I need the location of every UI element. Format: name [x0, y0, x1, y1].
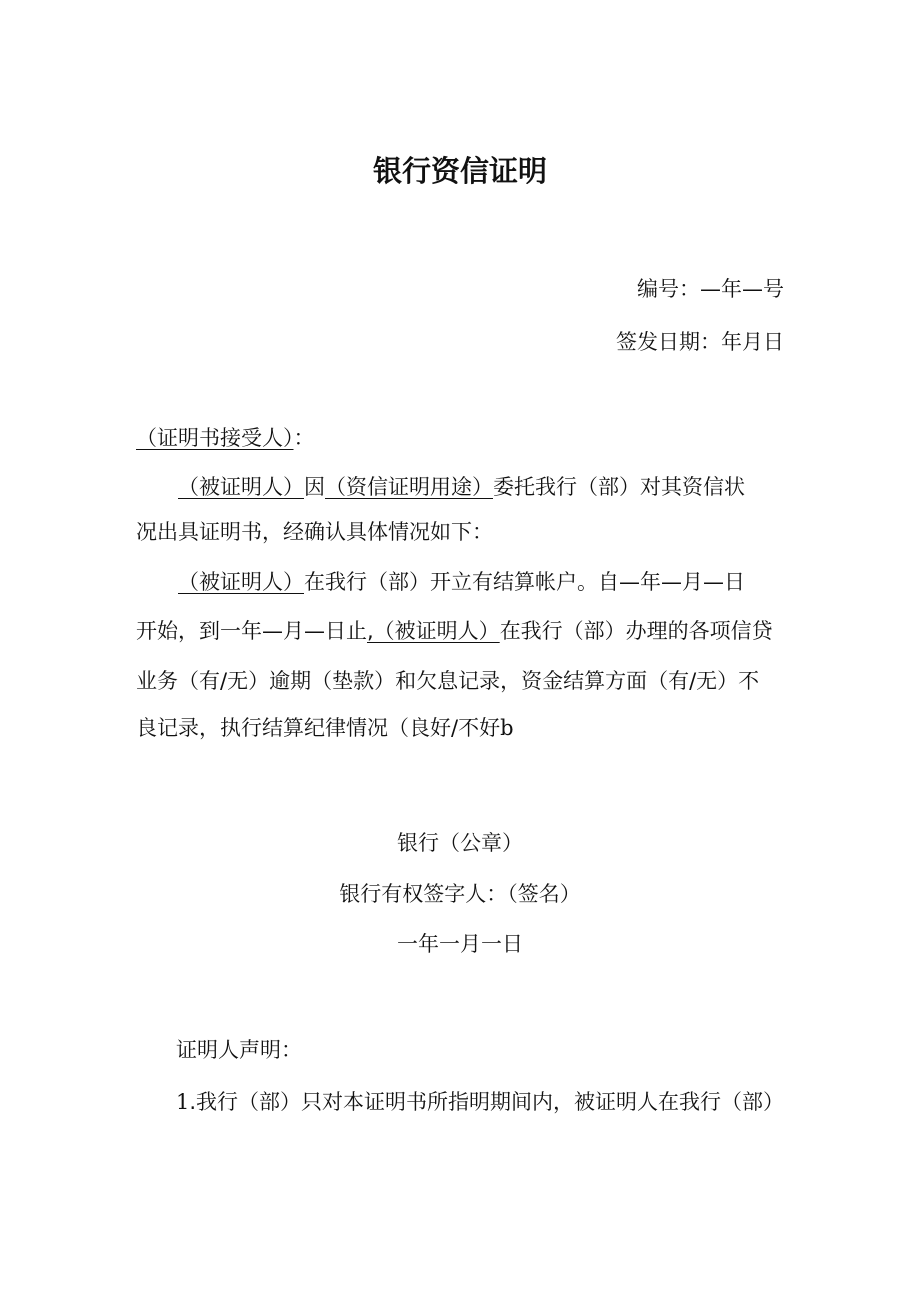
declaration-item-number: 1: [176, 1090, 190, 1114]
recipient-line: [136, 424, 315, 452]
para1-line1: [178, 473, 745, 501]
bank-seal: 银行（公章）: [397, 831, 523, 855]
para1-line2: 况出具证明书，经确认具体情况如下：: [136, 520, 493, 544]
para2-line1: [178, 568, 745, 596]
recipient-placeholder: （证明书接受人）: [136, 426, 294, 450]
certified-party-placeholder: （被证明人）: [178, 570, 304, 594]
para1-line1-mid: 因: [304, 475, 325, 499]
para2-line2-prefix: 开始，到一年—月—日止: [136, 619, 367, 643]
para2-line4-text: 良记录，执行结算纪律情况（良好/不好: [136, 716, 501, 740]
document-title: 银行资信证明: [372, 154, 547, 188]
para2-line2: [136, 617, 773, 645]
signature-date: 一年一月一日: [397, 932, 523, 956]
issue-date: 签发日期：年月日: [616, 330, 784, 354]
declaration-heading: 证明人声明：: [176, 1038, 302, 1062]
para2-line4: [136, 714, 514, 742]
document-number: 编号：—年—号: [637, 277, 784, 301]
para2-line1-rest: 在我行（部）开立有结算帐户。自—年—月—日: [304, 570, 745, 594]
para1-line1-rest: 委托我行（部）对其资信状: [493, 475, 745, 499]
recipient-colon: ：: [293, 426, 315, 450]
authorized-signatory: 银行有权签字人：（签名）: [339, 882, 581, 906]
declaration-item-1: [176, 1088, 784, 1116]
para2-line3: 业务（有/无）逾期（垫款）和欠息记录，资金结算方面（有/无）不: [136, 669, 760, 693]
certified-party-placeholder: （被证明人）: [178, 475, 304, 499]
certified-party-placeholder: ,（被证明人）: [367, 619, 500, 643]
purpose-placeholder: （资信证明用途）: [325, 475, 493, 499]
para2-line4-tail: b: [500, 716, 514, 740]
para2-line2-rest: 在我行（部）办理的各项信贷: [499, 619, 773, 643]
declaration-item-text: .我行（部）只对本证明书所指明期间内，被证明人在我行（部）: [189, 1090, 785, 1114]
